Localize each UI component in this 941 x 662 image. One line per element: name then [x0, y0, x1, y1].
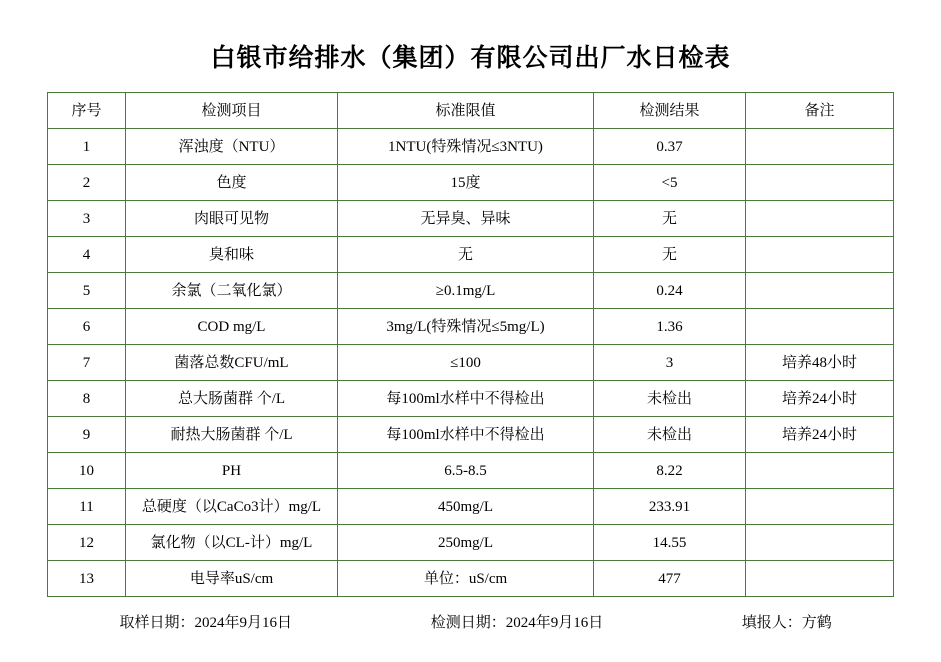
cell-standard: 1NTU(特殊情况≤3NTU)	[338, 129, 594, 165]
cell-standard: 无	[338, 237, 594, 273]
cell-note	[746, 453, 894, 489]
cell-item: COD mg/L	[126, 309, 338, 345]
cell-result: 无	[594, 237, 746, 273]
cell-no: 13	[48, 561, 126, 597]
report-page	[0, 38, 941, 662]
cell-result: <5	[594, 165, 746, 201]
table-row	[48, 453, 894, 489]
table-row	[48, 525, 894, 561]
column-header-standard: 标准限值	[338, 93, 594, 129]
cell-note	[746, 525, 894, 561]
column-header-item: 检测项目	[126, 93, 338, 129]
cell-no: 12	[48, 525, 126, 561]
cell-item: 氯化物（以CL-计）mg/L	[126, 525, 338, 561]
table-row	[48, 273, 894, 309]
cell-note	[746, 273, 894, 309]
cell-no: 9	[48, 417, 126, 453]
table-row	[48, 201, 894, 237]
cell-standard: 3mg/L(特殊情况≤5mg/L)	[338, 309, 594, 345]
water-quality-table	[47, 92, 894, 597]
cell-item: 总硬度（以CaCo3计）mg/L	[126, 489, 338, 525]
cell-note	[746, 489, 894, 525]
cell-standard: 6.5-8.5	[338, 453, 594, 489]
cell-note: 培养48小时	[746, 345, 894, 381]
cell-item: 余氯（二氧化氯）	[126, 273, 338, 309]
cell-standard: 每100ml水样中不得检出	[338, 381, 594, 417]
cell-no: 2	[48, 165, 126, 201]
cell-result: 0.24	[594, 273, 746, 309]
table-row	[48, 561, 894, 597]
cell-standard: 450mg/L	[338, 489, 594, 525]
cell-note	[746, 129, 894, 165]
table-row	[48, 165, 894, 201]
cell-note	[746, 201, 894, 237]
cell-result: 233.91	[594, 489, 746, 525]
table-row	[48, 129, 894, 165]
cell-item: 耐热大肠菌群 个/L	[126, 417, 338, 453]
table-row	[48, 381, 894, 417]
column-header-no: 序号	[48, 93, 126, 129]
cell-item: 臭和味	[126, 237, 338, 273]
cell-no: 10	[48, 453, 126, 489]
table-header-row	[48, 93, 894, 129]
cell-standard: 250mg/L	[338, 525, 594, 561]
cell-standard: 15度	[338, 165, 594, 201]
cell-result: 未检出	[594, 417, 746, 453]
cell-no: 4	[48, 237, 126, 273]
cell-no: 7	[48, 345, 126, 381]
cell-result: 3	[594, 345, 746, 381]
cell-item: PH	[126, 453, 338, 489]
cell-item: 肉眼可见物	[126, 201, 338, 237]
cell-note: 培养24小时	[746, 381, 894, 417]
cell-result: 477	[594, 561, 746, 597]
cell-result: 1.36	[594, 309, 746, 345]
cell-no: 5	[48, 273, 126, 309]
cell-standard: ≥0.1mg/L	[338, 273, 594, 309]
cell-no: 8	[48, 381, 126, 417]
table-row	[48, 237, 894, 273]
cell-standard: 单位：uS/cm	[338, 561, 594, 597]
table-row	[48, 345, 894, 381]
test-date: 检测日期：2024年9月16日	[430, 615, 604, 631]
cell-note	[746, 561, 894, 597]
cell-note	[746, 309, 894, 345]
sample-date: 取样日期：2024年9月16日	[119, 615, 292, 631]
column-header-note: 备注	[746, 93, 894, 129]
cell-item: 菌落总数CFU/mL	[126, 345, 338, 381]
cell-note	[746, 165, 894, 201]
cell-result: 无	[594, 201, 746, 237]
footer	[48, 611, 894, 632]
filler-name: 填报人：方鹤	[741, 615, 832, 631]
table-row	[48, 309, 894, 345]
column-header-result: 检测结果	[594, 93, 746, 129]
cell-standard: 无异臭、异味	[338, 201, 594, 237]
cell-no: 1	[48, 129, 126, 165]
table-row	[48, 489, 894, 525]
cell-standard: 每100ml水样中不得检出	[338, 417, 594, 453]
cell-note: 培养24小时	[746, 417, 894, 453]
page-title: 白银市给排水（集团）有限公司出厂水日检表	[210, 45, 731, 72]
cell-no: 3	[48, 201, 126, 237]
cell-item: 电导率uS/cm	[126, 561, 338, 597]
cell-item: 浑浊度（NTU）	[126, 129, 338, 165]
cell-standard: ≤100	[338, 345, 594, 381]
cell-result: 14.55	[594, 525, 746, 561]
table-row	[48, 417, 894, 453]
cell-result: 8.22	[594, 453, 746, 489]
cell-item: 色度	[126, 165, 338, 201]
cell-note	[746, 237, 894, 273]
cell-no: 6	[48, 309, 126, 345]
cell-result: 0.37	[594, 129, 746, 165]
cell-item: 总大肠菌群 个/L	[126, 381, 338, 417]
cell-result: 未检出	[594, 381, 746, 417]
cell-no: 11	[48, 489, 126, 525]
